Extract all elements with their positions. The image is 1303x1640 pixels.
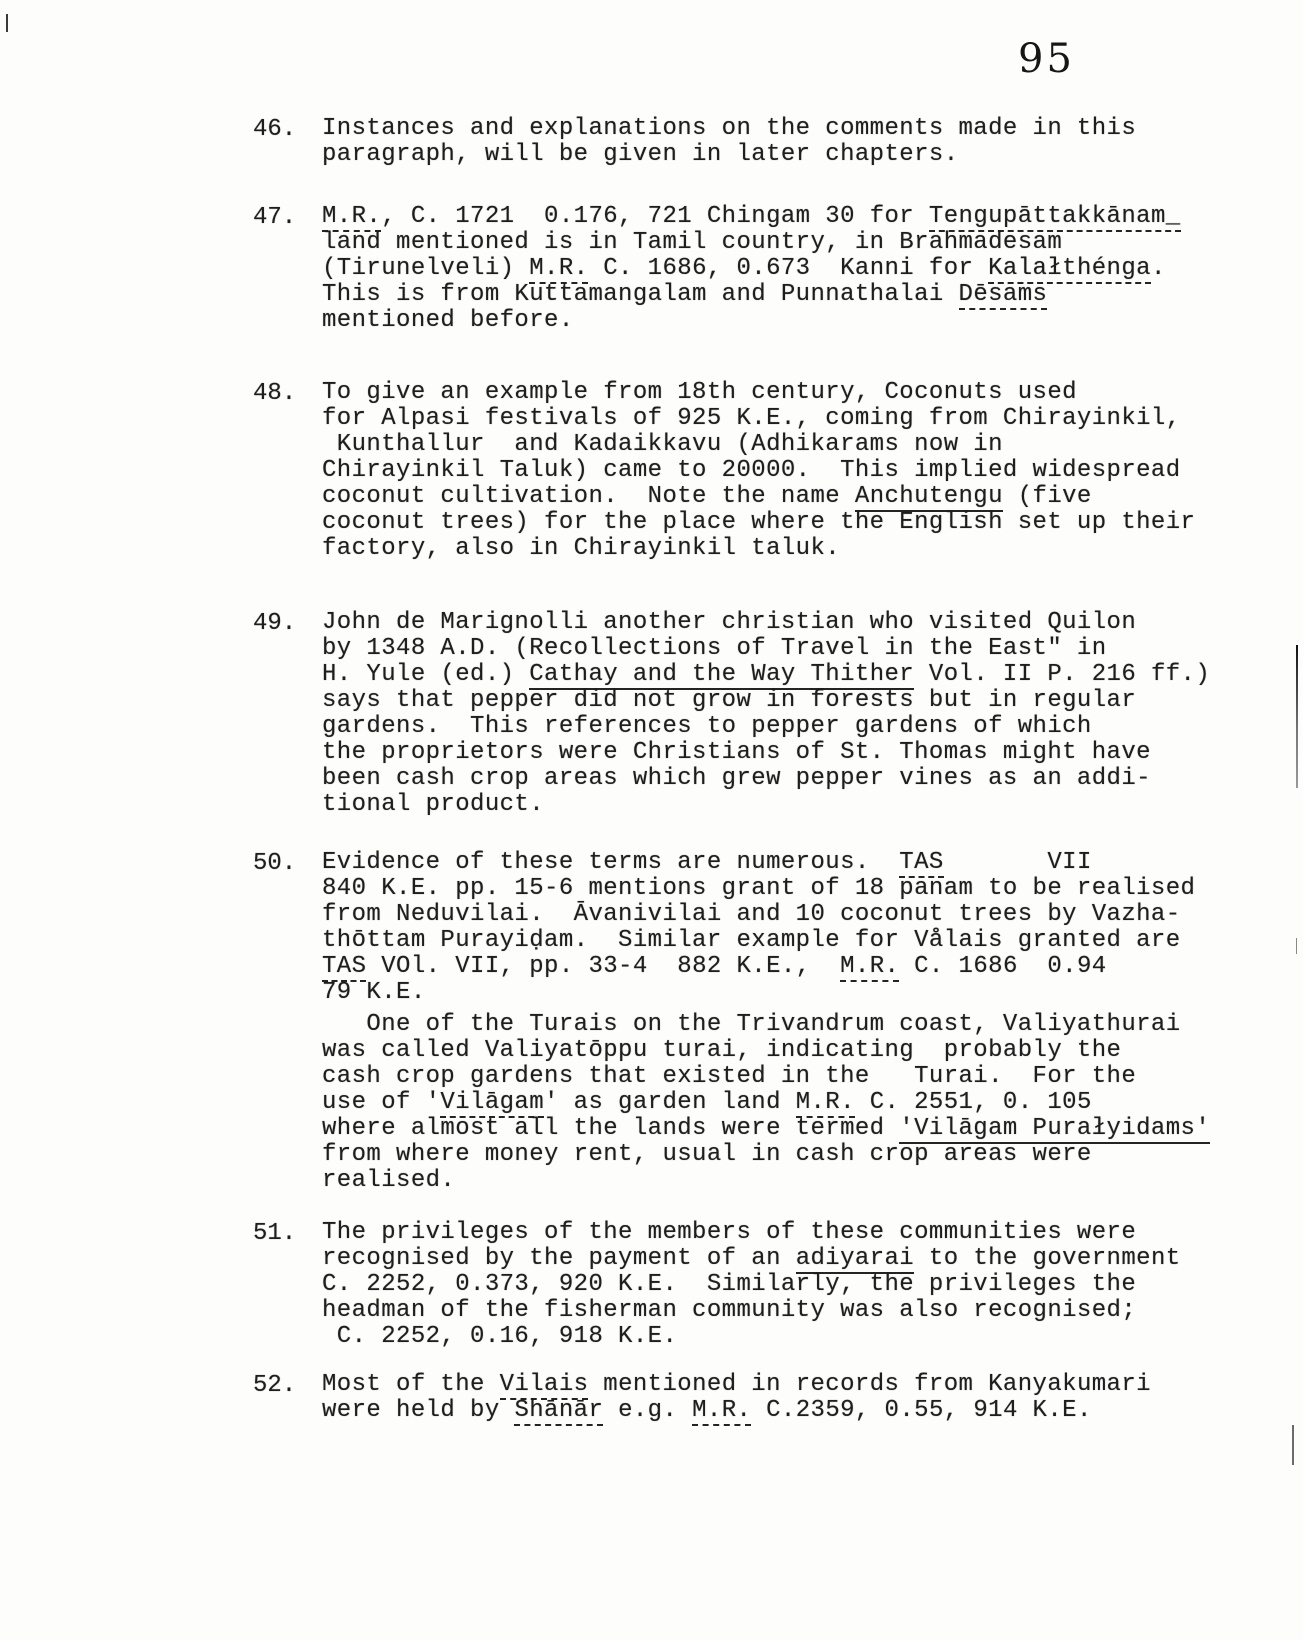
text-line	[322, 1220, 1262, 1246]
text-segment: headman of the fisherman community was also recognised;	[322, 1297, 1137, 1324]
underlined-term: Kalałthénga	[988, 255, 1151, 282]
text-segment: H. Yule (ed.)	[322, 661, 530, 688]
footnote-number: 46.	[253, 116, 297, 143]
text-line	[322, 1324, 1262, 1350]
text-line	[322, 902, 1262, 928]
text-segment: for Alpasi festivals of 925 K.E., coming from Chirayinkil,	[322, 405, 1181, 432]
text-line	[322, 484, 1262, 510]
text-segment: , C. 1721 0.176, 721 Chingam 30 for	[381, 203, 929, 230]
underlined-term: Anchutengu	[854, 483, 1003, 510]
text-segment: land mentioned is in Tamil country, in Brahmadesam	[322, 229, 1063, 256]
text-line	[322, 458, 1262, 484]
underlined-term: Vilais	[499, 1371, 589, 1398]
underlined-term: Tengupāttakkānam_	[928, 203, 1181, 230]
text-line	[322, 1246, 1262, 1272]
text-line	[322, 116, 1262, 142]
footnote-number: 50.	[253, 850, 297, 877]
text-segment: from where money rent, usual in cash crop areas were	[322, 1141, 1092, 1168]
text-segment: VII	[943, 849, 1092, 876]
text-line	[322, 204, 1262, 230]
text-segment: e.g.	[603, 1397, 693, 1424]
underlined-term: Cathay and the Way Thither	[529, 661, 915, 688]
underlined-term: M.R.	[840, 953, 900, 980]
text-segment: gardens. This references to pepper gardens of which	[322, 713, 1092, 740]
text-segment: was called Valiyatōppu turai, indicating probably the	[322, 1037, 1122, 1064]
text-line	[322, 792, 1262, 818]
footnote-text	[322, 1012, 1262, 1194]
underlined-term: TAS	[322, 953, 367, 980]
text-segment: ' as garden land	[544, 1089, 796, 1116]
text-line	[322, 1064, 1262, 1090]
text-segment: VOl. VII, pp. 33-4 882 K.E.,	[366, 953, 841, 980]
text-segment: paragraph, will be given in later chapters.	[322, 141, 959, 168]
text-segment: John de Marignolli another christian who visited Quilon	[322, 609, 1137, 636]
text-segment: factory, also in Chirayinkil taluk.	[322, 535, 841, 562]
page-number: 95	[1018, 36, 1075, 82]
text-line	[322, 876, 1262, 902]
text-line	[322, 1090, 1262, 1116]
footnote-text	[322, 1220, 1262, 1350]
text-segment: This is from Kuttamangalam and Punnathalai	[322, 281, 959, 308]
text-line	[322, 1038, 1262, 1064]
text-segment: where almost all the lands were termed	[322, 1115, 900, 1142]
text-segment: mentioned in records from Kanyakumari	[588, 1371, 1151, 1398]
text-line	[322, 662, 1262, 688]
text-segment: from Neduvilai. Āvanivilai and 10 coconut trees by Vazha-	[322, 901, 1181, 928]
scan-mark-top-left	[6, 14, 8, 32]
text-line	[322, 1168, 1262, 1194]
text-line	[322, 1142, 1262, 1168]
text-line	[322, 636, 1262, 662]
text-segment: the proprietors were Christians of St. Thomas might have	[322, 739, 1151, 766]
text-line	[322, 766, 1262, 792]
text-segment: to the government	[914, 1245, 1181, 1272]
footnote-text	[322, 116, 1262, 168]
text-segment: were held by	[322, 1397, 515, 1424]
underlined-term: M.R.	[529, 255, 589, 282]
text-line	[322, 1372, 1262, 1398]
footnote-text	[322, 204, 1262, 334]
text-line	[322, 688, 1262, 714]
text-segment: Most of the	[322, 1371, 500, 1398]
text-line	[322, 406, 1262, 432]
text-segment: The privileges of the members of these communities were	[322, 1219, 1137, 1246]
text-line	[322, 282, 1262, 308]
text-segment: recognised by the payment of an	[322, 1245, 796, 1272]
scan-mark-right-2	[1296, 938, 1297, 954]
text-segment: mentioned before.	[322, 307, 574, 334]
text-segment: coconut cultivation. Note the name	[322, 483, 855, 510]
text-segment: (Tirunelveli)	[322, 255, 530, 282]
text-segment: C. 2551, 0. 105	[854, 1089, 1092, 1116]
text-segment: 79 K.E.	[322, 979, 426, 1006]
underlined-term: Dēsams	[958, 281, 1048, 308]
text-line	[322, 740, 1262, 766]
underlined-term: Vilāgam	[440, 1089, 545, 1116]
text-line	[322, 1298, 1262, 1324]
text-segment: C.2359, 0.55, 914 K.E.	[751, 1397, 1092, 1424]
text-line	[322, 928, 1262, 954]
footnote-number: 48.	[253, 380, 297, 407]
text-segment: One of the Turais on the Trivandrum coast, Valiyathurai	[322, 1011, 1181, 1038]
text-segment: C. 2252, 0.373, 920 K.E. Similarly, the privileges the	[322, 1271, 1137, 1298]
text-segment: Vol. II P. 216 ff.)	[914, 661, 1211, 688]
footnote-text	[322, 1372, 1262, 1424]
text-line	[322, 954, 1262, 980]
footnote-number: 47.	[253, 204, 297, 231]
footnote-text	[322, 850, 1262, 1006]
underlined-term: Shānār	[514, 1397, 604, 1424]
text-line	[322, 510, 1262, 536]
text-line	[322, 980, 1262, 1006]
underlined-term: M.R.	[795, 1089, 855, 1116]
text-line	[322, 1272, 1262, 1298]
underlined-term: 'Vilāgam Purałyidams'	[899, 1115, 1211, 1142]
text-segment: thōttam Purayiḍam. Similar example for Vålais granted are	[322, 927, 1181, 954]
text-line	[322, 1012, 1262, 1038]
text-segment: Evidence of these terms are numerous.	[322, 849, 900, 876]
text-line	[322, 142, 1262, 168]
text-line	[322, 1398, 1262, 1424]
text-segment: C. 1686, 0.673 Kanni for	[588, 255, 989, 282]
scan-mark-right-1	[1296, 645, 1298, 788]
text-line	[322, 714, 1262, 740]
underlined-term: M.R.	[322, 203, 382, 230]
footnote-number: 49.	[253, 610, 297, 637]
text-segment: To give an example from 18th century, Coconuts used	[322, 379, 1077, 406]
text-segment: coconut trees) for the place where the English set up their	[322, 509, 1196, 536]
footnote-number: 52.	[253, 1372, 297, 1399]
text-segment: says that pepper did not grow in forests but in regular	[322, 687, 1137, 714]
text-segment: Kunthallur and Kadaikkavu (Adhikarams now in	[322, 431, 1003, 458]
footnote-text	[322, 380, 1262, 562]
text-segment: use of '	[322, 1089, 441, 1116]
underlined-term: M.R.	[692, 1397, 752, 1424]
text-line	[322, 850, 1262, 876]
footnote-text	[322, 610, 1262, 818]
text-segment: realised.	[322, 1167, 456, 1194]
text-segment: (five	[1002, 483, 1092, 510]
text-line	[322, 380, 1262, 406]
text-segment: Instances and explanations on the comments made in this	[322, 115, 1137, 142]
text-line	[322, 536, 1262, 562]
text-segment: been cash crop areas which grew pepper vines as an addi-	[322, 765, 1151, 792]
text-segment: cash crop gardens that existed in the Turai. For the	[322, 1063, 1137, 1090]
text-segment: by 1348 A.D. (Recollections of Travel in the East" in	[322, 635, 1107, 662]
underlined-term: TAS	[899, 849, 944, 876]
text-line	[322, 230, 1262, 256]
text-segment: C. 1686 0.94	[899, 953, 1107, 980]
footnote-number: 51.	[253, 1220, 297, 1247]
text-line	[322, 1116, 1262, 1142]
underlined-term: adiyarai	[795, 1245, 915, 1272]
text-segment: tional product.	[322, 791, 545, 818]
text-segment: Chirayinkil Taluk) came to 20000. This implied widespread	[322, 457, 1181, 484]
scan-mark-right-3	[1292, 1425, 1294, 1465]
text-segment: 840 K.E. pp. 15-6 mentions grant of 18 panam to be realised	[322, 875, 1196, 902]
text-line	[322, 308, 1262, 334]
text-line	[322, 256, 1262, 282]
text-segment: C. 2252, 0.16, 918 K.E.	[322, 1323, 678, 1350]
text-line	[322, 610, 1262, 636]
text-line	[322, 432, 1262, 458]
text-segment: .	[1150, 255, 1166, 282]
